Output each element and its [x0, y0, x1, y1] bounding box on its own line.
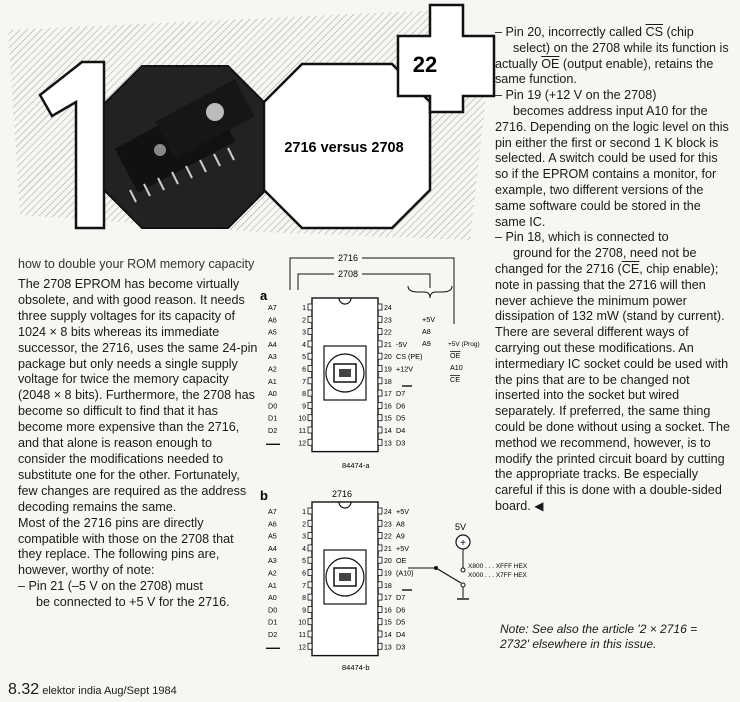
right-pin-name: CS (PE) [396, 352, 423, 362]
pin-stub [378, 415, 382, 421]
left-pin-number: 12 [298, 644, 306, 652]
page-number: 8.32 [8, 681, 40, 698]
right-pin-number: 14 [384, 632, 392, 639]
right-pin-name: D4 [396, 426, 406, 435]
pin20-rest: select) on the 2708 while its function is actually [495, 40, 729, 71]
right-pin-number: 16 [384, 403, 392, 411]
die-core [339, 573, 351, 581]
pin-stub [308, 643, 312, 649]
pin19-rest: becomes address input A10 for the 2716. Depending on the logic level on this pin either the first or second 1 K block is selected. A switch could be used for this so if the EPROM contains a monitor, for example, two different versions of the same software could be stored in the same IC. [495, 103, 729, 229]
left-pin-name: A4 [268, 339, 277, 349]
right-pin-number: 18 [384, 378, 392, 386]
right-pin-name: D3 [396, 438, 406, 448]
left-pin-name: A3 [268, 352, 277, 362]
pin-stub [308, 631, 312, 637]
note: Note: See also the article '2 × 2716 = 2732' elsewhere in this issue. [500, 622, 698, 651]
pin-stub [378, 316, 382, 322]
pin-stub [378, 582, 382, 588]
left-pin-number: 11 [298, 428, 306, 435]
right-pin-number: 21 [384, 341, 392, 349]
right-pin-number: 23 [384, 521, 392, 529]
right-pin-name: A8 [396, 519, 405, 529]
left-pin-name: A7 [268, 507, 277, 516]
left-pin-name: A1 [268, 376, 277, 386]
page-footer [8, 681, 177, 699]
body-paragraph: Most of the 2716 pins are directly compatible with those on the 2708 that they replace. The following pins are, however, worthy of note: [18, 515, 234, 578]
pin21-rest: be connected to +5 V for the 2716. [36, 595, 230, 610]
pin-stub [378, 557, 382, 563]
extra-label: CE [450, 375, 460, 384]
extra-label: A8 [422, 327, 431, 336]
right-pin-number: 21 [384, 545, 392, 553]
pin18-item [495, 230, 731, 325]
body-column-right [495, 25, 731, 515]
pin-stub [378, 643, 382, 649]
right-pin-number: 24 [384, 509, 392, 516]
pin-stub [308, 329, 312, 335]
left-pin-number: 8 [302, 595, 306, 603]
left-pin-number: 10 [298, 619, 306, 627]
die-core [339, 369, 351, 377]
pin-stub [378, 353, 382, 359]
chip-label-2716: 2716 [332, 489, 353, 499]
right-pin-name: +5V [396, 507, 409, 516]
pin-stub [308, 316, 312, 322]
left-pin-number: 1 [302, 305, 306, 312]
publication-info: elektor india Aug/Sept 1984 [42, 685, 177, 697]
right-pin-name: +12V [396, 364, 413, 374]
right-pin-number: 16 [384, 607, 392, 615]
pin19-lead: – Pin 19 (+12 V on the 2708) [495, 88, 657, 103]
right-pin-number: 13 [384, 644, 392, 652]
pin-stub [378, 341, 382, 347]
left-pin-number: 12 [298, 440, 306, 448]
left-pin-number: 4 [302, 545, 306, 553]
pin-stub [308, 304, 312, 310]
pin-stub [308, 439, 312, 445]
pin-stub [378, 304, 382, 310]
right-pin-name: D7 [396, 389, 406, 399]
pin-stub [378, 545, 382, 551]
left-pin-number: 7 [302, 378, 306, 386]
left-pin-name: A6 [268, 315, 277, 325]
left-pin-number: 5 [302, 354, 306, 362]
left-pin-name: A5 [268, 327, 277, 337]
pin20-rest-end: (output enable), retains the same function. [495, 56, 714, 87]
left-pin-number: 10 [298, 415, 306, 423]
right-pin-name: OE [396, 556, 407, 566]
pin-stub [308, 570, 312, 576]
extra-label: A9 [422, 339, 431, 348]
pin-stub [378, 366, 382, 372]
pin-stub [308, 533, 312, 539]
pin-stub [378, 631, 382, 637]
pin-stub [378, 427, 382, 433]
pin20-lead: – Pin 20, incorrectly called [495, 25, 646, 39]
right-pin-number: 15 [384, 619, 392, 627]
panel-a-code: 84474-a [342, 461, 370, 470]
right-pin-number: 20 [384, 354, 392, 362]
switch-contact-hi [461, 568, 465, 572]
pin-stub [378, 570, 382, 576]
right-pin-name: -5V [396, 339, 408, 349]
left-pin-name: A4 [268, 543, 277, 553]
closing-paragraph [495, 325, 731, 515]
pin-stub [378, 606, 382, 612]
pin-stub [378, 594, 382, 600]
closing-text: There are several different ways of carrying out these modifications. An intermediary IC socket could be used with the pins that are to be changed not inserted into the socket but wired separately. If preferred, the same thing could be done without using a socket. The method we recommend, however, is to modify the printed circuit board by cutting the appropriate tracks. Be especially careful if this is done with a double-sided board. [495, 325, 731, 513]
panel-b [260, 488, 528, 672]
left-pin-number: 9 [302, 403, 306, 411]
addr-lo-label: X000 . . . X7FF HEX [468, 572, 527, 579]
left-pin-name: A6 [268, 519, 277, 529]
left-pin-number: 2 [302, 521, 306, 529]
cs-signal: $\overline{CS}$ [645, 25, 663, 39]
pin-stub [378, 520, 382, 526]
switch-pivot [434, 566, 438, 570]
switch-contact-lo [461, 583, 465, 587]
pin-stub [308, 582, 312, 588]
left-pin-name: A2 [268, 568, 277, 578]
pin-stub [378, 533, 382, 539]
pin-stub [308, 545, 312, 551]
right-pin-name: D6 [396, 401, 406, 411]
left-pin-name: D1 [268, 617, 278, 627]
pin18-rest: ground for the 2708, need not be changed for the 2716 ( [495, 246, 697, 276]
pin-stub [378, 390, 382, 396]
pin-stub [308, 508, 312, 514]
right-pin-name: D4 [396, 630, 406, 639]
pin-stub [308, 341, 312, 347]
pin-stub [308, 520, 312, 526]
right-pin-number: 23 [384, 317, 392, 325]
left-pin-name: D1 [268, 413, 278, 423]
extra-label: A10 [450, 363, 463, 372]
extra-label: +5V [422, 315, 435, 324]
right-pin-name: +5V [396, 543, 409, 553]
bracket-2708-left [298, 274, 334, 290]
pin-stub [378, 378, 382, 384]
pin-stub [308, 390, 312, 396]
plus-icon: + [460, 538, 466, 549]
left-pin-name: A0 [268, 593, 277, 603]
left-pin-number: 9 [302, 607, 306, 615]
left-pin-name: D2 [268, 630, 278, 639]
right-pin-number: 17 [384, 595, 392, 603]
pinout-figure [258, 250, 528, 680]
pin-stub [378, 439, 382, 445]
label-2716: 2716 [338, 253, 359, 263]
left-pin-name: D0 [268, 401, 278, 411]
left-pin-number: 3 [302, 329, 306, 337]
left-pin-name: D0 [268, 605, 278, 615]
left-pin-name: A5 [268, 531, 277, 541]
pin-stub [308, 353, 312, 359]
right-pin-number: 13 [384, 440, 392, 448]
right-pin-number: 19 [384, 366, 392, 374]
pin-stub [308, 557, 312, 563]
left-pin-number: 3 [302, 533, 306, 541]
article-title: 2716 versus 2708 [284, 140, 404, 156]
oe-signal: $\overline{OE}$ [541, 56, 560, 71]
left-pin-name: A0 [268, 389, 277, 399]
left-pin-number: 1 [302, 509, 306, 516]
left-pin-number: 6 [302, 570, 306, 578]
panel-b-code: 84474-b [342, 663, 370, 672]
body-paragraph: The 2708 EPROM has become virtually obsolete, and with good reason. It needs three supply voltages for its capacity of 1024 × 8 bits whereas its immediate successor, the 2716, uses the same 24-pin package but only needs a single supply voltage for twice the memory capacity (2048 × 8 bits). Furthermore, the 2708 has become so difficult to find that it has become more expensive than the 2716, and that alone is reason enough to consider the modifications needed to substitute one for the other. Fortunately, few changes are required as the address decoding remains the same. [18, 277, 258, 514]
right-pin-name: D5 [396, 413, 406, 423]
right-pin-number: 22 [384, 329, 392, 337]
right-pin-name: (A10) [396, 568, 414, 578]
left-pin-number: 7 [302, 582, 306, 590]
pin-stub [378, 508, 382, 514]
pin-stub [308, 415, 312, 421]
right-pin-number: 19 [384, 570, 392, 578]
left-pin-number: 6 [302, 366, 306, 374]
pin-stub [308, 427, 312, 433]
right-pin-number: 20 [384, 558, 392, 566]
pin-stub [308, 606, 312, 612]
right-pin-number: 22 [384, 533, 392, 541]
pin20-item [495, 25, 731, 88]
end-mark-icon: ◀ [534, 498, 544, 513]
panel-b-label: b [260, 488, 268, 503]
left-pin-name: A7 [268, 303, 277, 312]
pin-stub [308, 366, 312, 372]
panel-a [260, 253, 480, 470]
left-pin-number: 2 [302, 317, 306, 325]
pin-stub [308, 619, 312, 625]
right-pin-number: 15 [384, 415, 392, 423]
right-pin-number: 17 [384, 391, 392, 399]
right-pin-number: 24 [384, 305, 392, 312]
pin19-item [495, 88, 731, 230]
label-2708: 2708 [338, 269, 359, 279]
header-graphic [0, 0, 495, 256]
pin-stub [308, 378, 312, 384]
right-pin-number: 14 [384, 428, 392, 435]
left-pin-number: 8 [302, 391, 306, 399]
pin18-rest-end: , chip enable); note in passing that the 2716 will then never achieve the minimum power dissipation of 132 mW (stand by current). [495, 261, 725, 324]
switch-lever [436, 568, 461, 583]
ce-signal: $\overline{CE}$ [621, 261, 640, 276]
pin-stub [308, 402, 312, 408]
left-pin-number: 5 [302, 558, 306, 566]
pin18-lead: – Pin 18, which is connected to [495, 230, 669, 245]
body-column-left [18, 277, 260, 611]
right-pin-name: D6 [396, 605, 406, 615]
panel-a-label: a [260, 288, 268, 303]
extra-label: +5V (Prog) [448, 341, 480, 348]
pin-stub [378, 329, 382, 335]
right-pin-name: D5 [396, 617, 406, 627]
extra-label: OE [450, 351, 461, 360]
left-pin-number: 4 [302, 341, 306, 349]
right-pin-number: 18 [384, 582, 392, 590]
left-pin-name: A2 [268, 364, 277, 374]
supply-label: 5V [455, 522, 467, 532]
intro-subtitle: how to double your ROM memory capacity [18, 257, 255, 271]
series-number: 22 [412, 52, 438, 77]
pin20-lead-end: (chip [663, 25, 694, 39]
pin-stub [378, 402, 382, 408]
pin21-item [18, 579, 260, 611]
right-pin-name: D3 [396, 642, 406, 652]
left-pin-name: A3 [268, 556, 277, 566]
pin-stub [378, 619, 382, 625]
bracket-2708-right [362, 274, 430, 288]
pin21-lead: – Pin 21 (–5 V on the 2708) must [18, 579, 203, 594]
addr-hi-label: X800 . . . XFFF HEX [468, 563, 528, 570]
right-pin-name: A9 [396, 531, 405, 541]
left-pin-number: 11 [298, 632, 306, 639]
left-pin-name: D2 [268, 426, 278, 435]
pin-stub [308, 594, 312, 600]
right-pin-name: D7 [396, 593, 406, 603]
left-pin-name: A1 [268, 580, 277, 590]
